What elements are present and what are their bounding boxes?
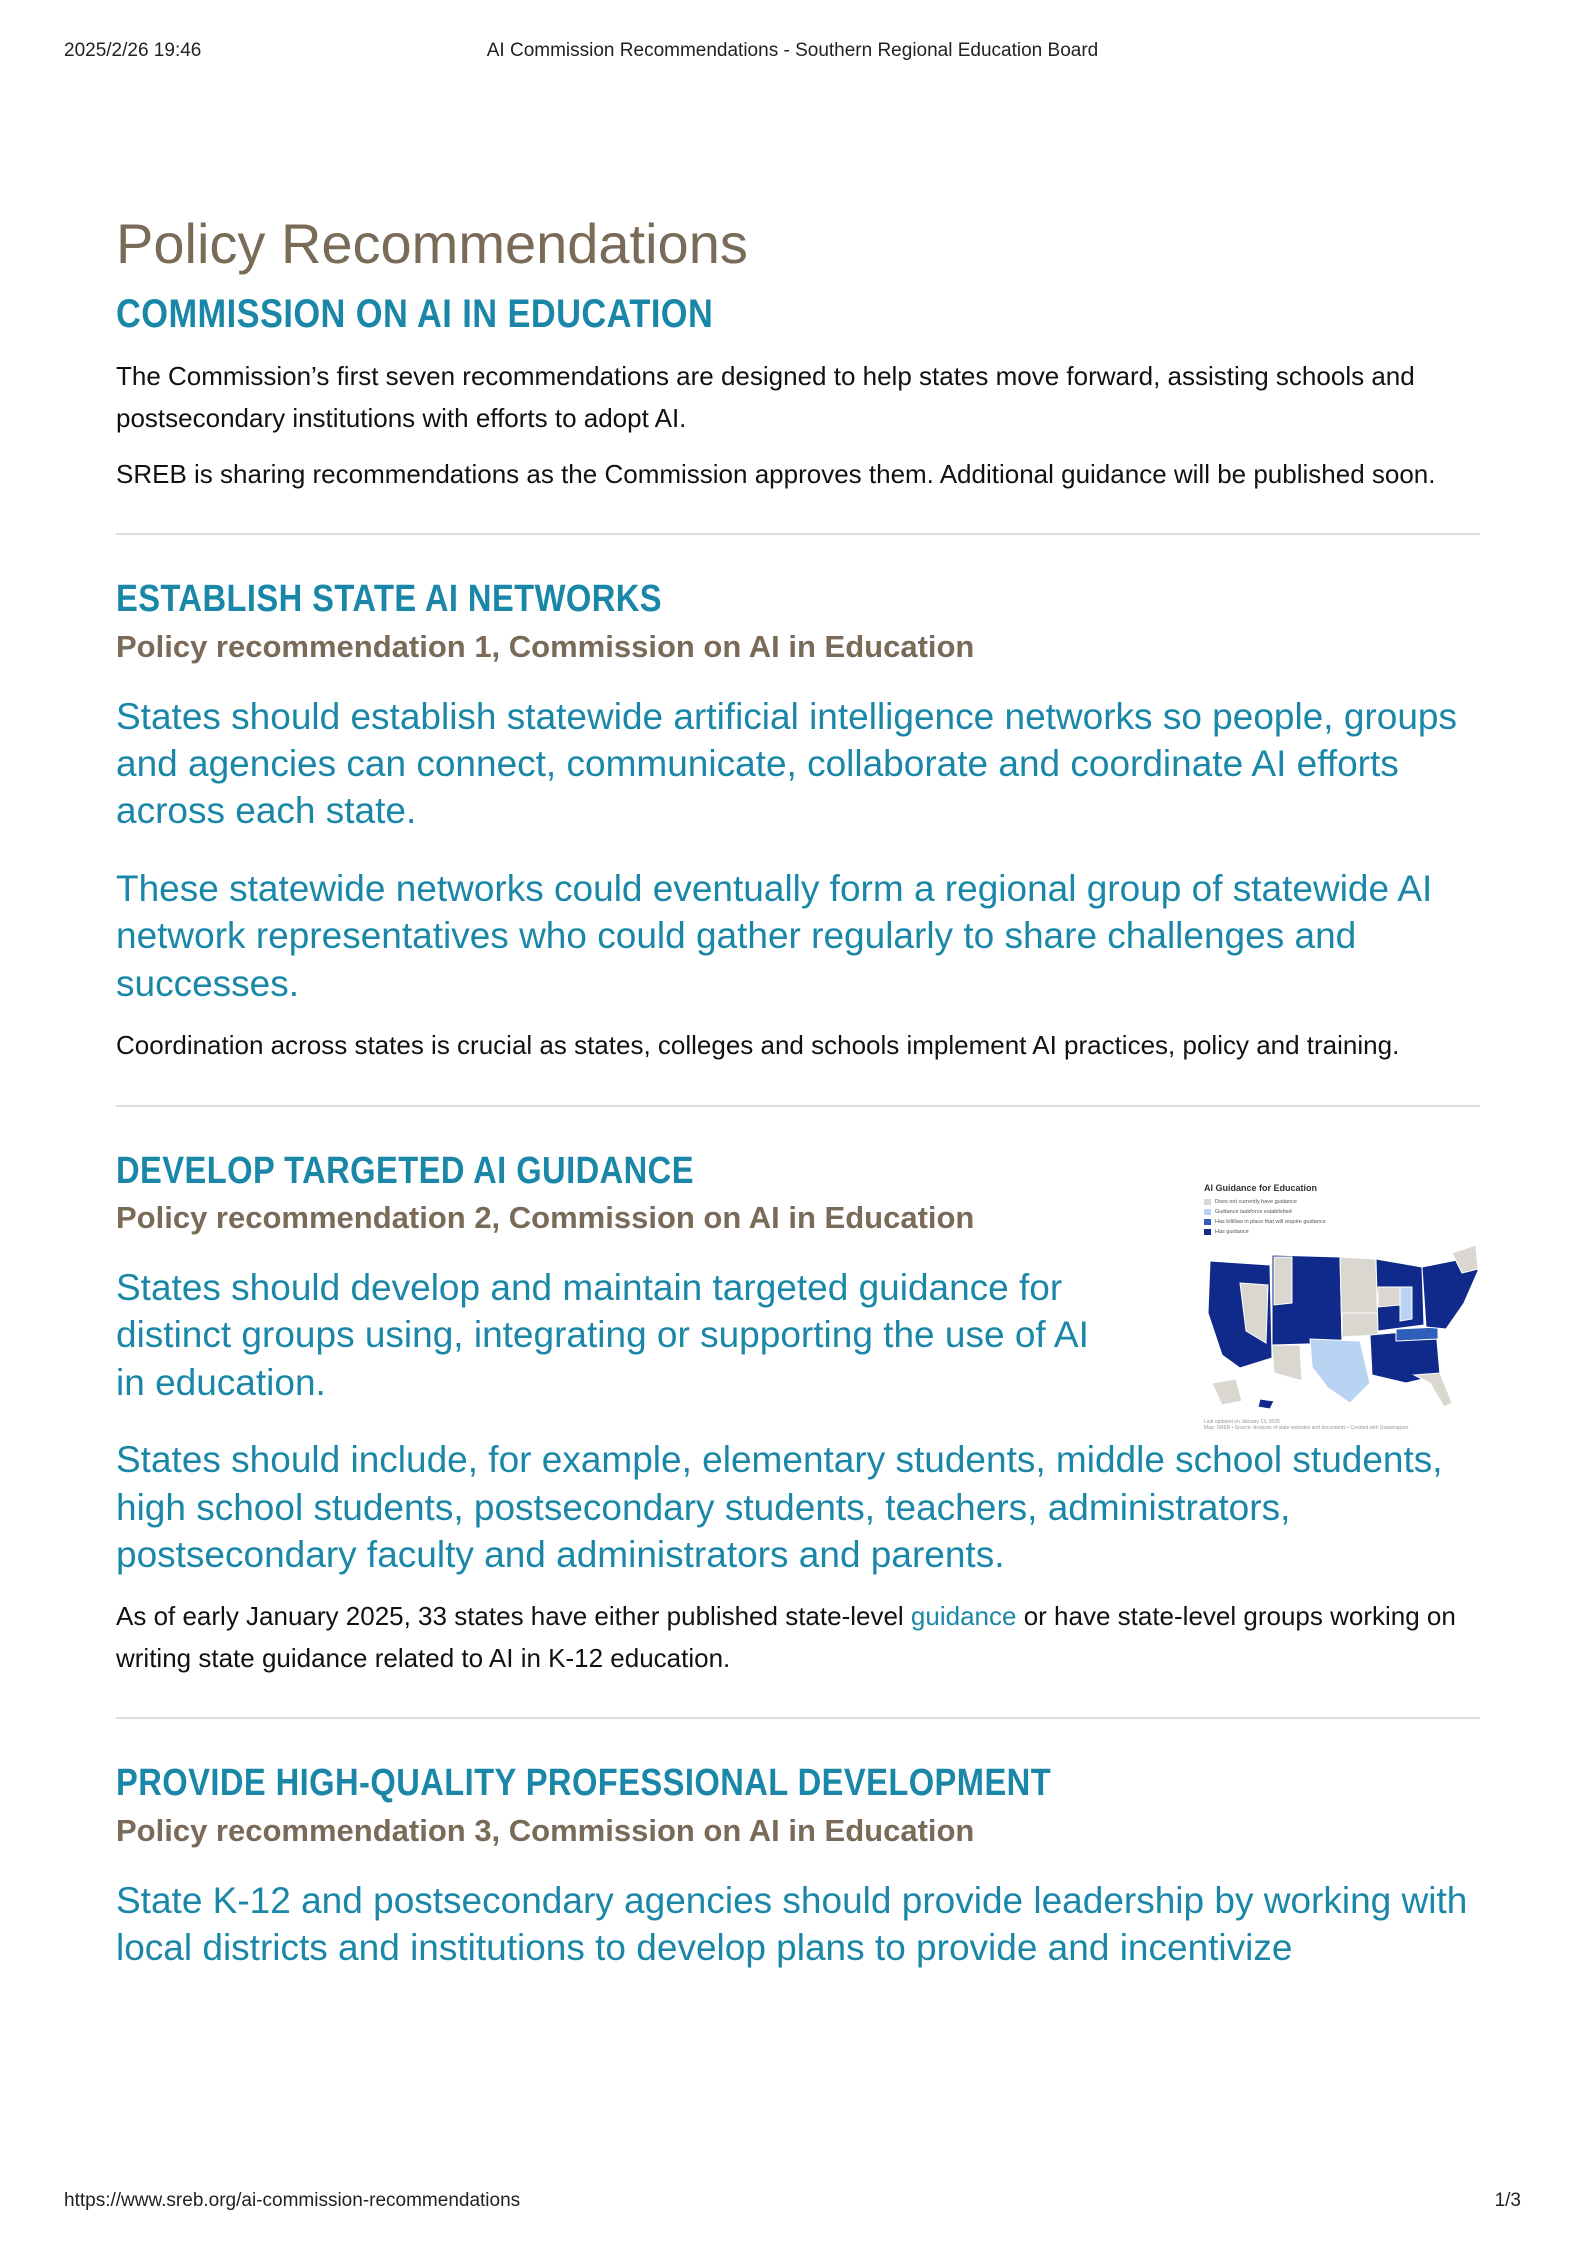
commission-title: COMMISSION ON AI IN EDUCATION <box>116 292 714 337</box>
map-legend <box>1204 1197 1326 1237</box>
map-hawaii-region <box>1258 1399 1274 1409</box>
recommendation-1-subheading: Policy recommendation 1, Commission on AI in Education <box>116 628 975 664</box>
legend-swatch <box>1204 1199 1211 1205</box>
map-idaho-region <box>1274 1257 1292 1305</box>
recommendation-3-heading: PROVIDE HIGH-QUALITY PROFESSIONAL DEVELOPMENT <box>116 1762 1052 1805</box>
print-document-title: AI Commission Recommendations - Southern Regional Education Board <box>486 40 1099 61</box>
map-alaska-region <box>1212 1379 1242 1405</box>
recommendation-1-section <box>116 577 1480 1066</box>
map-source-note <box>1204 1419 1408 1432</box>
recommendation-1-lead-2: These statewide networks could eventually form a regional group of statewide AI network representatives who could gather regularly to share challenges and successes. <box>116 867 1433 1004</box>
map-kansas-region <box>1342 1313 1378 1337</box>
section-divider <box>116 1105 1480 1107</box>
legend-item <box>1204 1197 1326 1207</box>
recommendation-3-subheading: Policy recommendation 3, Commission on AI in Education <box>116 1813 975 1849</box>
map-florida-region <box>1414 1373 1452 1407</box>
map-title: AI Guidance for Education <box>1204 1182 1318 1193</box>
legend-item <box>1204 1217 1326 1227</box>
legend-swatch <box>1204 1229 1211 1235</box>
recommendation-3-lead-1: State K-12 and postsecondary agencies should provide leadership by working with local districts and institutions to develop plans to provide and incentivize <box>116 1880 1468 1969</box>
recommendation-1-body: Coordination across states is crucial as states, colleges and schools implement AI practices, policy and training. <box>116 1029 1400 1060</box>
recommendation-2-body-text-start: As of early January 2025, 33 states have either published state-level <box>116 1601 911 1632</box>
recommendation-2-lead-1: States should develop and maintain targeted guidance for distinct groups using, integrating or supporting the use of AI in education. <box>116 1267 1089 1403</box>
map-iowa-region <box>1378 1287 1400 1307</box>
recommendation-2-body <box>116 1596 1480 1679</box>
ai-guidance-map-figure <box>1200 1183 1480 1453</box>
legend-label: Does not currently have guidance <box>1215 1198 1297 1205</box>
legend-label: Guidance taskforce established <box>1215 1208 1292 1215</box>
guidance-link[interactable]: guidance <box>910 1601 1017 1632</box>
recommendation-2-section <box>116 1149 1480 1680</box>
map-tennessee-region <box>1396 1327 1438 1341</box>
recommendation-1-lead-1: States should establish statewide artificial intelligence networks so people, groups and agencies can connect, communicate, collaborate and coordinate AI efforts across each state. <box>116 695 1457 832</box>
map-arizona-region <box>1272 1345 1302 1381</box>
print-footer <box>64 2190 1521 2214</box>
main-content <box>116 212 1480 1972</box>
print-datetime: 2025/2/26 19:46 <box>64 40 202 61</box>
recommendation-2-lead-2: States should include, for example, elementary students, middle school students, high school students, postsecondary students, teachers, administrators, postsecondary faculty and administrators and parents. <box>116 1439 1443 1575</box>
legend-label: Has bill/law in place that will require guidance <box>1215 1218 1326 1225</box>
map-texas-region <box>1310 1339 1370 1403</box>
legend-swatch <box>1204 1219 1211 1225</box>
us-states-map <box>1200 1243 1480 1418</box>
print-page-number: 1/3 <box>1494 2190 1521 2211</box>
section-divider <box>116 1717 1480 1719</box>
map-credit-note: Map: SREB • Source: Analysis of state websites and documents • Created with Datawrapper <box>1204 1425 1409 1432</box>
print-header <box>64 40 1521 64</box>
legend-item <box>1204 1227 1326 1237</box>
legend-item <box>1204 1207 1326 1217</box>
legend-swatch <box>1204 1209 1211 1215</box>
intro-paragraph-2: SREB is sharing recommendations as the Commission approves them. Additional guidance will be published soon. <box>116 458 1436 489</box>
recommendation-2-heading: DEVELOP TARGETED AI GUIDANCE <box>116 1149 694 1192</box>
recommendation-3-section <box>116 1761 1480 1971</box>
recommendation-2-subheading: Policy recommendation 2, Commission on AI in Education <box>116 1200 975 1236</box>
print-url: https://www.sreb.org/ai-commission-recommendations <box>64 2190 521 2211</box>
page-title: Policy Recommendations <box>116 212 748 275</box>
recommendation-2-body-text-end: or have state-level groups working on writing state guidance related to AI in K-12 education. <box>116 1601 1456 1673</box>
recommendation-1-heading: ESTABLISH STATE AI NETWORKS <box>116 578 662 621</box>
legend-label: Has guidance <box>1215 1228 1249 1235</box>
map-illinois-region <box>1400 1287 1412 1321</box>
intro-paragraph-1: The Commission’s first seven recommendations are designed to help states move forward, assisting schools and postsecondary institutions with efforts to adopt AI. <box>116 361 1415 433</box>
section-divider <box>116 533 1480 535</box>
map-updated-note: Last updated on January 13, 2025 <box>1204 1418 1280 1425</box>
